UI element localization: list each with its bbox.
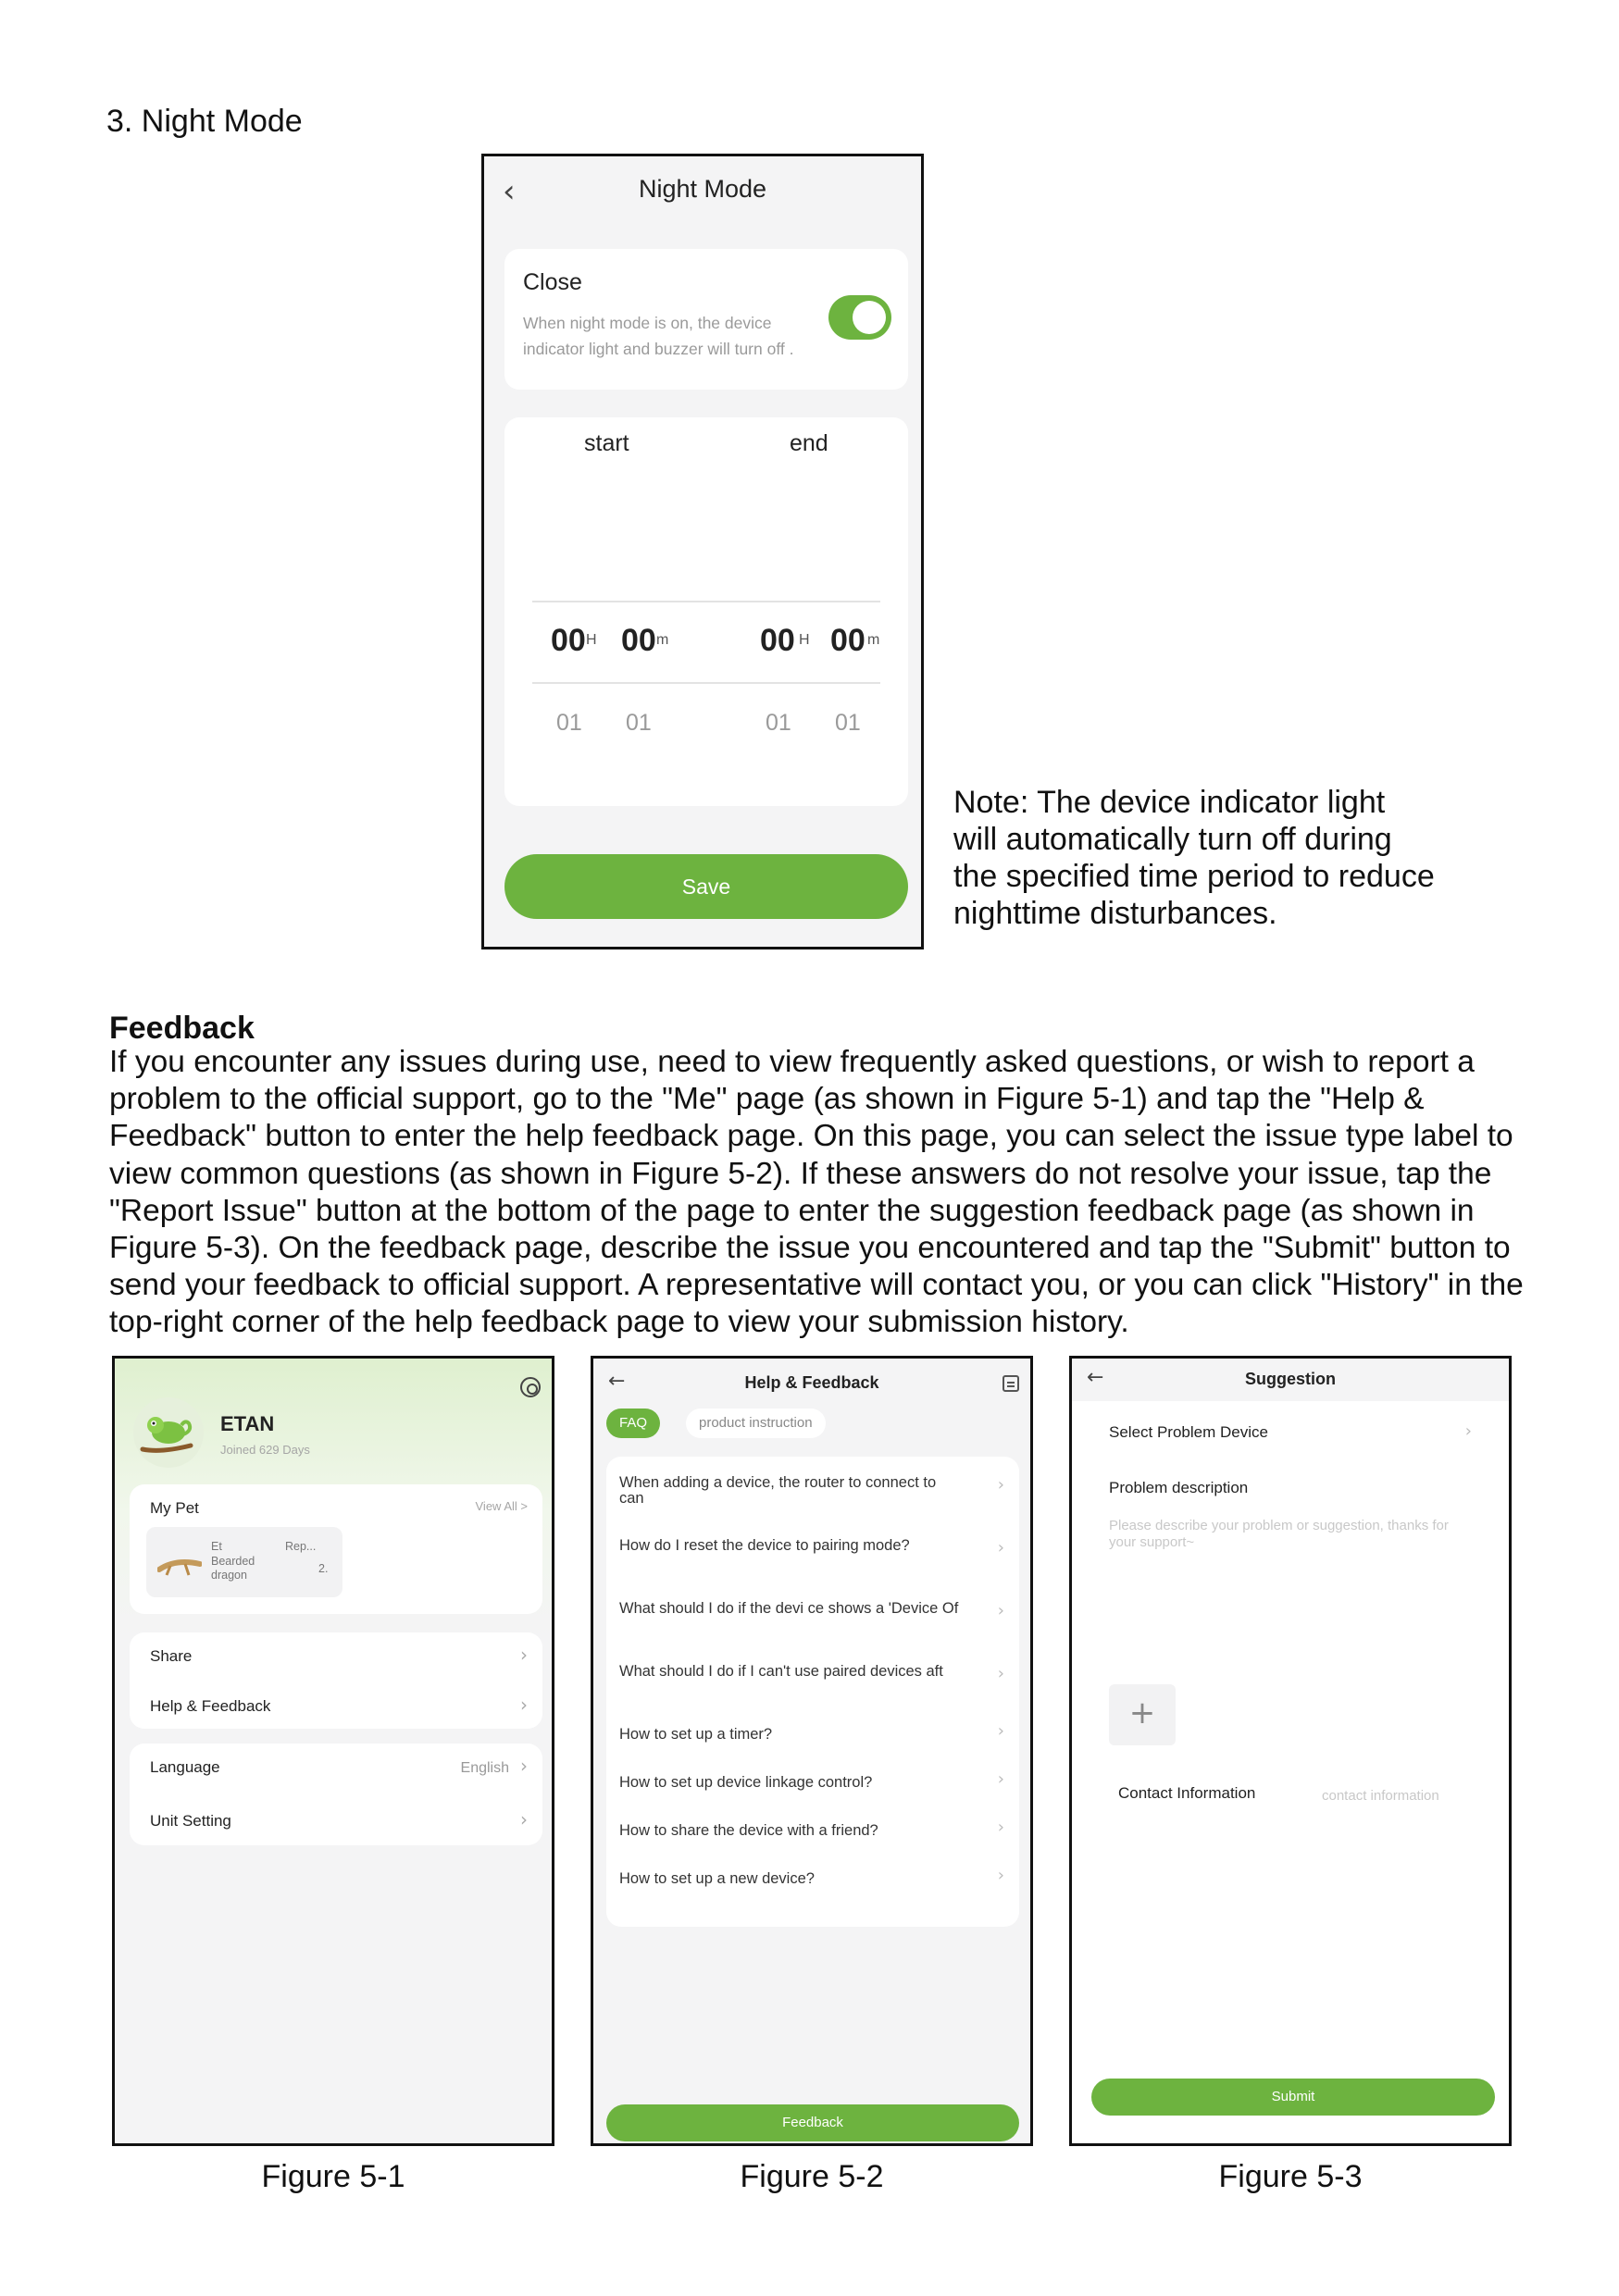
language-item[interactable]: Language: [150, 1758, 220, 1776]
my-pet-label: My Pet: [150, 1499, 199, 1517]
problem-description-label: Problem description: [1109, 1479, 1249, 1496]
my-pet-card: [130, 1484, 542, 1614]
pet-extra: Rep...: [285, 1540, 317, 1553]
history-icon[interactable]: [1003, 1375, 1019, 1392]
next-start-hour: 01: [556, 710, 582, 736]
next-start-minute: 01: [626, 710, 652, 736]
chevron-right-icon: ›: [520, 1808, 528, 1831]
contact-information-label: Contact Information: [1118, 1784, 1256, 1802]
back-arrow-icon[interactable]: ←: [1087, 1366, 1104, 1389]
pet-item[interactable]: [146, 1527, 342, 1597]
chevron-right-icon: ›: [520, 1644, 528, 1666]
faq-item[interactable]: When adding a device, the router to connect to can: [619, 1474, 937, 1507]
faq-list: [606, 1457, 1019, 1927]
back-chevron-icon[interactable]: ‹: [503, 173, 516, 210]
help-feedback-item[interactable]: Help & Feedback: [150, 1697, 271, 1715]
settings-gear-icon[interactable]: [520, 1377, 541, 1397]
pet-count: 2.: [318, 1562, 329, 1575]
chameleon-icon: [133, 1397, 204, 1468]
chevron-right-icon: ›: [520, 1755, 528, 1777]
pet-name: Et: [211, 1540, 222, 1553]
language-value: English: [460, 1760, 509, 1776]
figure-5-1-screenshot: [112, 1356, 554, 2146]
faq-item[interactable]: How to set up a new device?: [619, 1870, 815, 1887]
chevron-right-icon: ›: [1464, 1421, 1472, 1441]
night-mode-toggle[interactable]: [828, 295, 891, 340]
night-mode-screenshot: [481, 154, 924, 949]
end-minute-unit: m: [867, 632, 880, 648]
problem-description-input[interactable]: Please describe your problem or suggestion, thanks for your support~: [1109, 1518, 1449, 1550]
night-mode-description: When night mode is on, the device indicator light and buzzer will turn off .: [523, 314, 794, 358]
feedback-body: If you encounter any issues during use, need to view frequently asked questions, or wish to report a problem to the official support, go to the "Me" page (as shown in Figure 5-1) and tap the "Help & Feedback" button to enter the help feedback page. On this page, you can select the issue type label to view common questions (as shown in Figure 5-2). If these answers do not resolve your issue, tap the "Report Issue" button at the bottom of the page to enter the suggestion feedback page (as shown in Figure 5-3). On the feedback page, describe the issue you encountered and tap the "Submit" button to send your feedback to official support. A representative will contact you, or you can click "History" in the top-right corner of the help feedback page to view your submission history.: [109, 1045, 1524, 1340]
chevron-right-icon: ›: [997, 1866, 1004, 1885]
submit-button[interactable]: Submit: [1091, 2079, 1495, 2116]
end-minute-wheel[interactable]: 00: [830, 623, 866, 658]
end-label: end: [790, 430, 828, 456]
feedback-button[interactable]: Feedback: [606, 2104, 1019, 2141]
chevron-right-icon: ›: [997, 1769, 1004, 1789]
picker-divider: [532, 601, 880, 602]
pet-species: Bearded dragon: [211, 1555, 255, 1582]
chevron-right-icon: ›: [997, 1538, 1004, 1558]
contact-information-input[interactable]: contact information: [1322, 1788, 1439, 1804]
time-picker-card: [504, 417, 908, 806]
close-label: Close: [523, 269, 582, 295]
view-all-link[interactable]: View All >: [475, 1499, 528, 1513]
figure-5-1-caption: Figure 5-1: [261, 2159, 405, 2194]
add-image-plus-icon[interactable]: +: [1109, 1684, 1176, 1745]
suggestion-title: Suggestion: [1245, 1370, 1336, 1388]
start-hour-wheel[interactable]: 00: [551, 623, 586, 658]
chevron-right-icon: ›: [520, 1694, 528, 1716]
username: ETAN: [220, 1412, 275, 1435]
end-hour-wheel[interactable]: 00: [760, 623, 795, 658]
avatar: [133, 1397, 204, 1468]
select-problem-device[interactable]: Select Problem Device: [1109, 1423, 1268, 1441]
section-title: 3. Night Mode: [106, 104, 303, 139]
share-item[interactable]: Share: [150, 1647, 193, 1665]
next-end-hour: 01: [766, 710, 791, 736]
night-mode-note: Note: The device indicator light will automatically turn off during the specified time period to reduce nighttime disturbances.: [953, 785, 1435, 931]
chevron-right-icon: ›: [997, 1601, 1004, 1620]
tab-product-instruction[interactable]: product instruction: [686, 1409, 826, 1438]
joined-days: Joined 629 Days: [220, 1443, 310, 1457]
unit-setting-item[interactable]: Unit Setting: [150, 1812, 231, 1830]
start-minute-unit: m: [656, 632, 669, 648]
faq-item[interactable]: How to share the device with a friend?: [619, 1822, 878, 1839]
faq-item[interactable]: What should I do if I can't use paired devices aft: [619, 1663, 943, 1680]
night-mode-toggle-card: [504, 249, 908, 390]
chevron-right-icon: ›: [997, 1664, 1004, 1683]
faq-item[interactable]: How do I reset the device to pairing mode?: [619, 1537, 910, 1554]
night-mode-header: [484, 156, 921, 230]
tab-faq[interactable]: FAQ: [606, 1409, 660, 1438]
chevron-right-icon: ›: [997, 1475, 1004, 1495]
night-mode-title: Night Mode: [638, 175, 767, 203]
faq-item[interactable]: How to set up a timer?: [619, 1726, 773, 1743]
bearded-dragon-icon: [157, 1545, 202, 1579]
figure-5-3-caption: Figure 5-3: [1218, 2159, 1363, 2194]
start-hour-unit: H: [586, 632, 597, 648]
start-minute-wheel[interactable]: 00: [621, 623, 656, 658]
next-end-minute: 01: [835, 710, 861, 736]
figure-5-3-screenshot: [1069, 1356, 1512, 2146]
figure-5-2-caption: Figure 5-2: [740, 2159, 884, 2194]
back-arrow-icon[interactable]: ←: [608, 1370, 626, 1393]
end-hour-unit: H: [799, 632, 810, 648]
picker-divider: [532, 682, 880, 684]
figure-5-2-screenshot: [591, 1356, 1033, 2146]
faq-item[interactable]: What should I do if the devi ce shows a 'Device Of: [619, 1600, 959, 1617]
faq-item[interactable]: How to set up device linkage control?: [619, 1774, 873, 1791]
menu-card-2: [130, 1744, 542, 1845]
start-label: start: [584, 430, 629, 456]
help-feedback-title: Help & Feedback: [744, 1373, 879, 1392]
chevron-right-icon: ›: [997, 1721, 1004, 1741]
save-button[interactable]: Save: [504, 854, 908, 919]
chevron-right-icon: ›: [997, 1818, 1004, 1837]
feedback-heading: Feedback: [109, 1011, 255, 1046]
menu-card-1: [130, 1632, 542, 1729]
